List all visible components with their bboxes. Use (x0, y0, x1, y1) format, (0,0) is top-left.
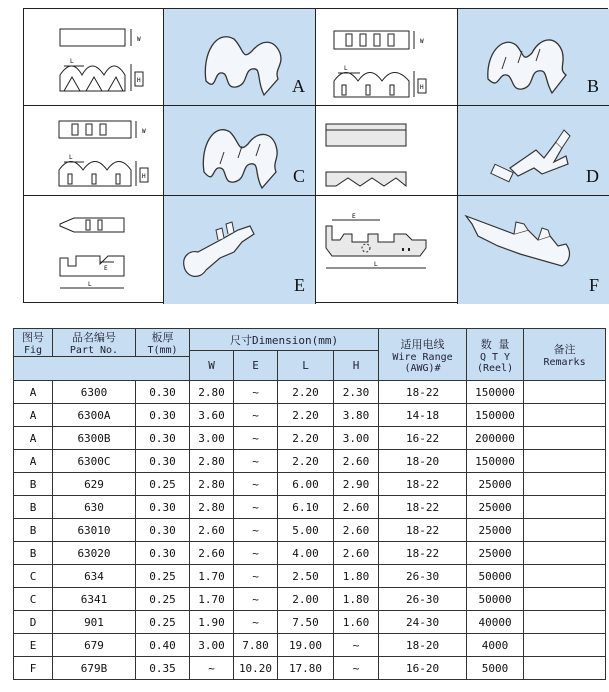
table-cell (524, 473, 606, 496)
table-cell: 150000 (467, 381, 524, 404)
svg-text:E: E (352, 213, 356, 220)
table-row (14, 450, 606, 473)
table-cell: 18-22 (379, 473, 467, 496)
table-row (14, 473, 606, 496)
fig-e-drawing (24, 196, 164, 304)
table-row (14, 427, 606, 450)
table-cell: 2.80 (190, 496, 234, 519)
table-cell: 2.90 (334, 473, 379, 496)
header-h: H (334, 351, 379, 381)
table-cell: 14-18 (379, 404, 467, 427)
header-thickness: 板厚 T(mm) (136, 329, 190, 357)
table-cell: 6300B (53, 427, 136, 450)
table-cell: 40000 (467, 611, 524, 634)
table-cell (524, 565, 606, 588)
table-cell: 24-30 (379, 611, 467, 634)
table-row (14, 565, 606, 588)
table-cell (524, 657, 606, 680)
fig-e-photo (164, 196, 316, 304)
svg-text:E: E (104, 265, 108, 272)
header-part-no: 品名编号 Part No. (53, 329, 136, 357)
table-cell: 2.60 (190, 542, 234, 565)
table-cell: 0.25 (136, 611, 190, 634)
table-cell: B (14, 519, 53, 542)
table-body (14, 381, 606, 680)
header-remarks: 备注 Remarks (524, 329, 606, 381)
table-cell: 630 (53, 496, 136, 519)
table-cell: 2.60 (190, 519, 234, 542)
table-cell: 50000 (467, 588, 524, 611)
table-cell: 1.70 (190, 565, 234, 588)
terminal-spec-table (13, 328, 606, 680)
table-cell (524, 381, 606, 404)
table-cell: A (14, 427, 53, 450)
table-cell: F (14, 657, 53, 680)
header-l: L (278, 351, 334, 381)
header-fig: 图号 Fig (14, 329, 53, 357)
table-cell: 6.10 (278, 496, 334, 519)
table-row (14, 381, 606, 404)
table-cell: 901 (53, 611, 136, 634)
table-cell: 10.20 (234, 657, 278, 680)
table-cell: 4.00 (278, 542, 334, 565)
table-cell: ~ (234, 473, 278, 496)
table-cell: 18-22 (379, 381, 467, 404)
table-cell: 18-22 (379, 542, 467, 565)
svg-text:H: H (420, 84, 424, 91)
table-cell: 0.30 (136, 542, 190, 565)
figure-label-f: F (588, 275, 599, 295)
terminal-b-drawing (316, 9, 458, 106)
terminal-f-drawing (316, 196, 458, 304)
table-cell: 0.30 (136, 496, 190, 519)
table-cell: 0.30 (136, 450, 190, 473)
svg-text:L: L (70, 58, 74, 65)
svg-text:W: W (420, 38, 424, 45)
table-cell: 18-20 (379, 450, 467, 473)
table-cell: 1.70 (190, 588, 234, 611)
table-cell: B (14, 542, 53, 565)
terminal-e-drawing (24, 196, 164, 304)
table-cell: 2.20 (278, 427, 334, 450)
terminal-c-drawing (24, 106, 164, 196)
table-cell: 634 (53, 565, 136, 588)
table-cell: 7.80 (234, 634, 278, 657)
table-cell: 3.00 (190, 634, 234, 657)
table-cell: 1.80 (334, 588, 379, 611)
table-cell: 16-22 (379, 427, 467, 450)
table-cell: 2.20 (278, 450, 334, 473)
svg-text:L: L (344, 65, 348, 72)
table-cell: 19.00 (278, 634, 334, 657)
table-cell: 2.60 (334, 519, 379, 542)
svg-text:L: L (69, 154, 73, 161)
table-cell: 0.30 (136, 427, 190, 450)
table-cell (524, 519, 606, 542)
table-cell: ~ (234, 381, 278, 404)
table-row (14, 588, 606, 611)
figure-label-d: D (586, 166, 599, 186)
table-cell: 63010 (53, 519, 136, 542)
svg-text:W: W (142, 128, 146, 135)
svg-text:W: W (137, 36, 141, 43)
table-cell: 0.25 (136, 588, 190, 611)
table-cell: A (14, 381, 53, 404)
table-row (14, 519, 606, 542)
table-cell: 2.80 (190, 450, 234, 473)
table-cell: ~ (334, 634, 379, 657)
terminal-a-drawing (24, 9, 164, 106)
table-cell: ~ (234, 588, 278, 611)
table-cell: 25000 (467, 496, 524, 519)
header-wire-range: 适用电线 Wire Range (AWG)# (379, 329, 467, 381)
table-cell: 2.30 (334, 381, 379, 404)
table-cell: ~ (234, 427, 278, 450)
table-cell: 2.60 (334, 450, 379, 473)
table-row (14, 404, 606, 427)
figure-label-b: B (586, 76, 599, 96)
table-cell: 18-22 (379, 519, 467, 542)
header-dimension: 尺寸Dimension(mm) (190, 329, 379, 351)
table-cell: 26-30 (379, 588, 467, 611)
table-cell: ~ (334, 657, 379, 680)
table-cell: 26-30 (379, 565, 467, 588)
table-cell: ~ (234, 519, 278, 542)
table-row (14, 496, 606, 519)
table-row (14, 657, 606, 680)
table-cell: C (14, 565, 53, 588)
fig-f-photo (458, 196, 609, 304)
table-cell: 18-22 (379, 496, 467, 519)
table-cell: 679 (53, 634, 136, 657)
table-cell: ~ (234, 542, 278, 565)
table-cell (524, 404, 606, 427)
table-cell (524, 450, 606, 473)
table-cell: D (14, 611, 53, 634)
table-cell: ~ (234, 496, 278, 519)
fig-a-photo (164, 9, 316, 106)
table-cell (524, 427, 606, 450)
table-cell: 2.80 (190, 473, 234, 496)
table-cell: 3.80 (334, 404, 379, 427)
table-cell (524, 588, 606, 611)
table-cell: ~ (234, 565, 278, 588)
fig-d-drawing (316, 106, 458, 196)
table-cell: B (14, 473, 53, 496)
table-cell: 25000 (467, 519, 524, 542)
table-cell: 629 (53, 473, 136, 496)
fig-c-drawing (24, 106, 164, 196)
table-cell: 3.60 (190, 404, 234, 427)
table-cell (524, 496, 606, 519)
fig-b-photo (458, 9, 609, 106)
table-cell (524, 634, 606, 657)
figure-grid (23, 8, 608, 303)
svg-text:L: L (88, 281, 92, 288)
table-cell: 6300C (53, 450, 136, 473)
table-cell: 5000 (467, 657, 524, 680)
table-cell: 679B (53, 657, 136, 680)
terminal-f-render (458, 196, 609, 304)
header-e: E (234, 351, 278, 381)
table-cell: ~ (190, 657, 234, 680)
table-cell: A (14, 450, 53, 473)
table-cell: 6.00 (278, 473, 334, 496)
table-cell: 6300 (53, 381, 136, 404)
table-cell: 6341 (53, 588, 136, 611)
table-cell: A (14, 404, 53, 427)
table-cell: 4000 (467, 634, 524, 657)
table-cell: 3.00 (334, 427, 379, 450)
figure-label-e: E (294, 275, 305, 295)
svg-text:L: L (374, 261, 378, 268)
table-cell: 0.40 (136, 634, 190, 657)
table-cell: 2.60 (334, 496, 379, 519)
table-cell: ~ (234, 611, 278, 634)
table-row (14, 634, 606, 657)
table-cell: 1.90 (190, 611, 234, 634)
table-cell: 0.35 (136, 657, 190, 680)
table-cell: 2.50 (278, 565, 334, 588)
table-cell: 0.30 (136, 381, 190, 404)
table-cell: ~ (234, 404, 278, 427)
fig-c-photo (164, 106, 316, 196)
table-row (14, 542, 606, 565)
table-cell: ~ (234, 450, 278, 473)
fig-f-drawing (316, 196, 458, 304)
table-cell: 150000 (467, 450, 524, 473)
figure-label-a: A (292, 76, 305, 96)
table-cell: 200000 (467, 427, 524, 450)
header-spacer (14, 357, 190, 381)
table-cell: 50000 (467, 565, 524, 588)
table-cell: 25000 (467, 473, 524, 496)
table-cell: 25000 (467, 542, 524, 565)
svg-text:H: H (137, 77, 141, 84)
table-row (14, 611, 606, 634)
table-cell: 3.00 (190, 427, 234, 450)
table-cell: B (14, 496, 53, 519)
table-cell: 2.00 (278, 588, 334, 611)
table-cell: 16-20 (379, 657, 467, 680)
table-cell: 17.80 (278, 657, 334, 680)
table-cell: C (14, 588, 53, 611)
table-cell: 0.25 (136, 565, 190, 588)
table-cell: 1.80 (334, 565, 379, 588)
table-cell: 2.20 (278, 404, 334, 427)
header-qty: 数 量 Q T Y (Reel) (467, 329, 524, 381)
table-cell (524, 611, 606, 634)
table-cell: 2.80 (190, 381, 234, 404)
table-cell (524, 542, 606, 565)
table-cell: 18-20 (379, 634, 467, 657)
table-cell: 150000 (467, 404, 524, 427)
fig-b-drawing (316, 9, 458, 106)
table-cell: 0.30 (136, 404, 190, 427)
table-cell: 6300A (53, 404, 136, 427)
table-cell: 63020 (53, 542, 136, 565)
svg-text:H: H (142, 173, 146, 180)
table-cell: 1.60 (334, 611, 379, 634)
table-cell: 0.30 (136, 519, 190, 542)
header-w: W (190, 351, 234, 381)
table-cell: E (14, 634, 53, 657)
figure-label-c: C (292, 166, 305, 186)
table-cell: 2.60 (334, 542, 379, 565)
table-cell: 7.50 (278, 611, 334, 634)
table-cell: 2.20 (278, 381, 334, 404)
fig-d-photo (458, 106, 609, 196)
terminal-d-drawing (316, 106, 458, 196)
table-cell: 5.00 (278, 519, 334, 542)
fig-a-drawing (24, 9, 164, 106)
table-cell: 0.25 (136, 473, 190, 496)
